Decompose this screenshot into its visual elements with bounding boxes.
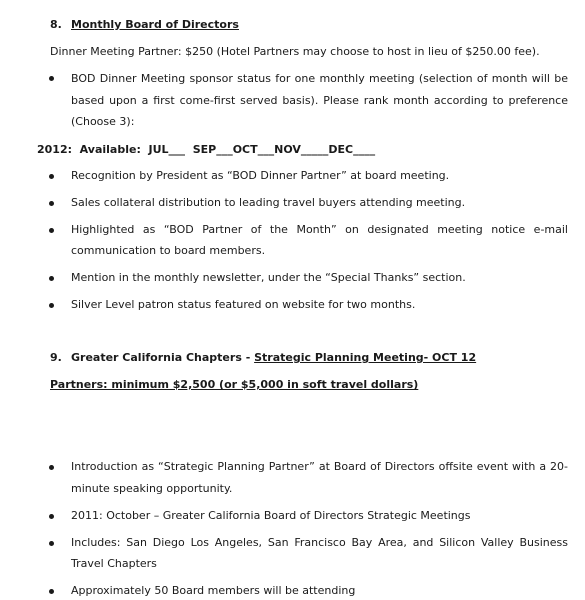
bullet-icon [49,201,54,206]
partners-minimum-line: Partners: minimum $2,500 (or $5,000 in soft travel dollars) [50,378,419,391]
attendance-text: Approximately 50 Board members will be attending [71,584,356,597]
silver-level-text: Silver Level patron status featured on website for two months. [71,298,416,311]
section-9-heading-plain: Greater California Chapters - [71,351,255,364]
bullet-icon [49,174,54,179]
bullet-icon [49,589,54,594]
bullet-icon [49,76,54,81]
bullet-icon [49,465,54,470]
highlighted-text-line1: Highlighted as “BOD Partner of the Month” on designated meeting notice e-mail [71,223,568,236]
section-9-heading-underlined: Strategic Planning Meeting- OCT 12 [254,351,477,364]
introduction-text-line2: minute speaking opportunity. [71,482,233,495]
bod-sponsor-text-line1: BOD Dinner Meeting sponsor status for one monthly meeting (selection of month will be [71,72,568,85]
highlighted-text-line2: communication to board members. [71,244,266,257]
bullet-icon [49,514,54,519]
newsletter-mention-text: Mention in the monthly newsletter, under the “Special Thanks” section. [71,271,466,284]
section-8-number: 8. [50,18,62,31]
includes-chapters-text-line1: Includes: San Diego Los Angeles, San Francisco Bay Area, and Silicon Valley Business [71,536,568,549]
bullet-icon [49,228,54,233]
bullet-icon [49,276,54,281]
section-8-heading: Monthly Board of Directors [71,18,239,31]
section-9-heading [71,351,476,365]
bullet-icon [49,303,54,308]
availability-line: 2012: Available: JUL___ SEP___OCT___NOV_____DEC____ [37,143,376,156]
includes-chapters-text-line2: Travel Chapters [71,557,157,570]
bullet-icon [49,541,54,546]
dinner-partner-line: Dinner Meeting Partner: $250 (Hotel Partners may choose to host in lieu of $250.00 fee). [50,45,540,58]
section-9-number: 9. [50,351,62,364]
sales-collateral-text: Sales collateral distribution to leading travel buyers attending meeting. [71,196,466,209]
october-meetings-text: 2011: October – Greater California Board of Directors Strategic Meetings [71,509,471,522]
bod-sponsor-text-line3: (Choose 3): [71,115,135,128]
introduction-text-line1: Introduction as “Strategic Planning Partner” at Board of Directors offsite event with a 20- [71,460,568,473]
recognition-text: Recognition by President as “BOD Dinner Partner” at board meeting. [71,169,450,182]
bod-sponsor-text-line2: based upon a first come-first served basis). Please rank month according to preference [71,94,568,107]
